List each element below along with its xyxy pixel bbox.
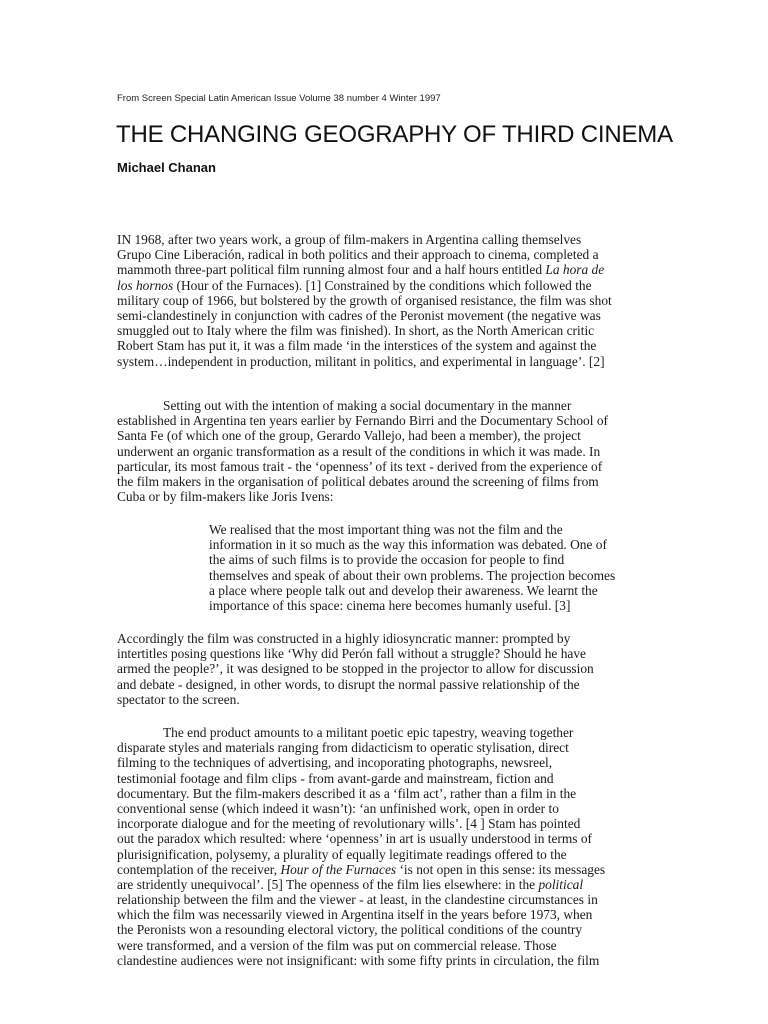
paragraph-2 — [117, 398, 647, 504]
text-line: The end product amounts to a militant poetic epic tapestry, weaving together — [163, 725, 574, 740]
text-line: conventional sense (which indeed it wasn’t): ‘an unfinished work, open in order to — [117, 800, 559, 816]
text-line: Cuba or by film-makers like Joris Ivens: — [117, 489, 334, 505]
text-line: were transformed, and a version of the film was put on commercial release. Those — [117, 937, 557, 953]
text-line: and debate - designed, in other words, to disrupt the normal passive relationship of the — [117, 676, 580, 692]
text-line: filming to the techniques of advertising, and incoporating photographs, newsreel, — [117, 755, 553, 771]
text-line: the film makers in the organisation of political debates around the screening of films from — [117, 473, 599, 489]
text-line: smuggled out to Italy where the film was finished). In short, as the North American critic — [117, 323, 595, 339]
text-line: importance of this space: cinema here becomes humanly useful. [3] — [209, 597, 571, 613]
text-line: a place where people talk out and develop their awareness. We learnt the — [209, 582, 598, 598]
text-line: testimonial footage and film clips - from avant-garde and mainstream, fiction and — [117, 770, 554, 786]
text-line: Robert Stam has put it, it was a film made ‘in the interstices of the system and against the — [117, 338, 597, 354]
block-quote — [209, 522, 659, 613]
text-line: mammoth three-part political film running almost four and a half hours entitled La hora de — [117, 262, 605, 278]
text-line: system…independent in production, militant in politics, and experimental in language’. [2] — [117, 353, 605, 369]
text-line: We realised that the most important thing was not the film and the — [209, 522, 563, 537]
text-line: clandestine audiences were not insignificant: with some fifty prints in circulation, the film — [117, 952, 600, 968]
paragraph-1 — [117, 232, 637, 369]
text-line: los hornos (Hour of the Furnaces). [1] Constrained by the conditions which followed the — [117, 277, 592, 293]
text-line: incorporate dialogue and for the meeting of revolutionary wills’. [4 ] Stam has pointed — [117, 816, 581, 832]
text-line: semi-clandestinely in conjunction with cadres of the Peronist movement (the negative was — [117, 307, 601, 323]
text-line: military coup of 1966, but bolstered by the growth of organised resistance, the film was shot — [117, 292, 612, 308]
text-line: Accordingly the film was constructed in a highly idiosyncratic manner: prompted by — [117, 631, 571, 646]
text-line: information in it so much as the way this information was debated. One of — [209, 537, 607, 553]
text-line: underwent an organic transformation as a result of the conditions in which it was made. In — [117, 443, 601, 459]
text-line: spectator to the screen. — [117, 691, 240, 707]
text-line: Santa Fe (of which one of the group, Gerardo Vallejo, had been a member), the project — [117, 428, 581, 444]
author-name: Michael Chanan — [117, 160, 216, 175]
text-line: relationship between the film and the viewer - at least, in the clandestine circumstances in — [117, 892, 598, 908]
text-line: out the paradox which resulted: where ‘openness’ in art is usually understood in terms of — [117, 831, 593, 847]
text-line: particular, its most famous trait - the ‘openness’ of its text - derived from the experience of — [117, 458, 603, 474]
text-line: Grupo Cine Liberación, radical in both politics and their approach to cinema, completed a — [117, 247, 599, 263]
text-line: contemplation of the receiver, Hour of the Furnaces ‘is not open in this sense: its messages — [117, 861, 606, 877]
paragraph-4 — [117, 725, 657, 968]
text-line: themselves and speak of about their own problems. The projection becomes — [209, 567, 616, 583]
text-line: plurisignification, polysemy, a plurality of equally legitimate readings offered to the — [117, 846, 567, 862]
text-line: the aims of such films is to provide the occasion for people to find — [209, 552, 565, 568]
text-line: are stridently unequivocal’. [5] The openness of the film lies elsewhere: in the political — [117, 876, 584, 892]
text-line: Setting out with the intention of making a social documentary in the manner — [163, 398, 572, 413]
source-citation: From Screen Special Latin American Issue Volume 38 number 4 Winter 1997 — [117, 93, 441, 104]
text-line: intertitles posing questions like ‘Why did Perón fall without a struggle? Should he have — [117, 646, 586, 662]
text-line: disparate styles and materials ranging from didacticism to operatic stylisation, direct — [117, 740, 569, 756]
text-line: armed the people?’, it was designed to be stopped in the projector to allow for discussion — [117, 661, 594, 677]
article-title: THE CHANGING GEOGRAPHY OF THIRD CINEMA — [116, 121, 673, 148]
text-line: the Peronists won a resounding electoral victory, the political conditions of the country — [117, 922, 583, 938]
text-line: established in Argentina ten years earlier by Fernando Birri and the Documentary School of — [117, 413, 608, 429]
text-line: which the film was necessarily viewed in Argentina itself in the years before 1973, when — [117, 907, 593, 923]
text-line: documentary. But the film-makers described it as a ‘film act’, rather than a film in the — [117, 785, 577, 801]
paragraph-3 — [117, 631, 637, 707]
text-line: IN 1968, after two years work, a group of film-makers in Argentina calling themselves — [117, 232, 582, 247]
